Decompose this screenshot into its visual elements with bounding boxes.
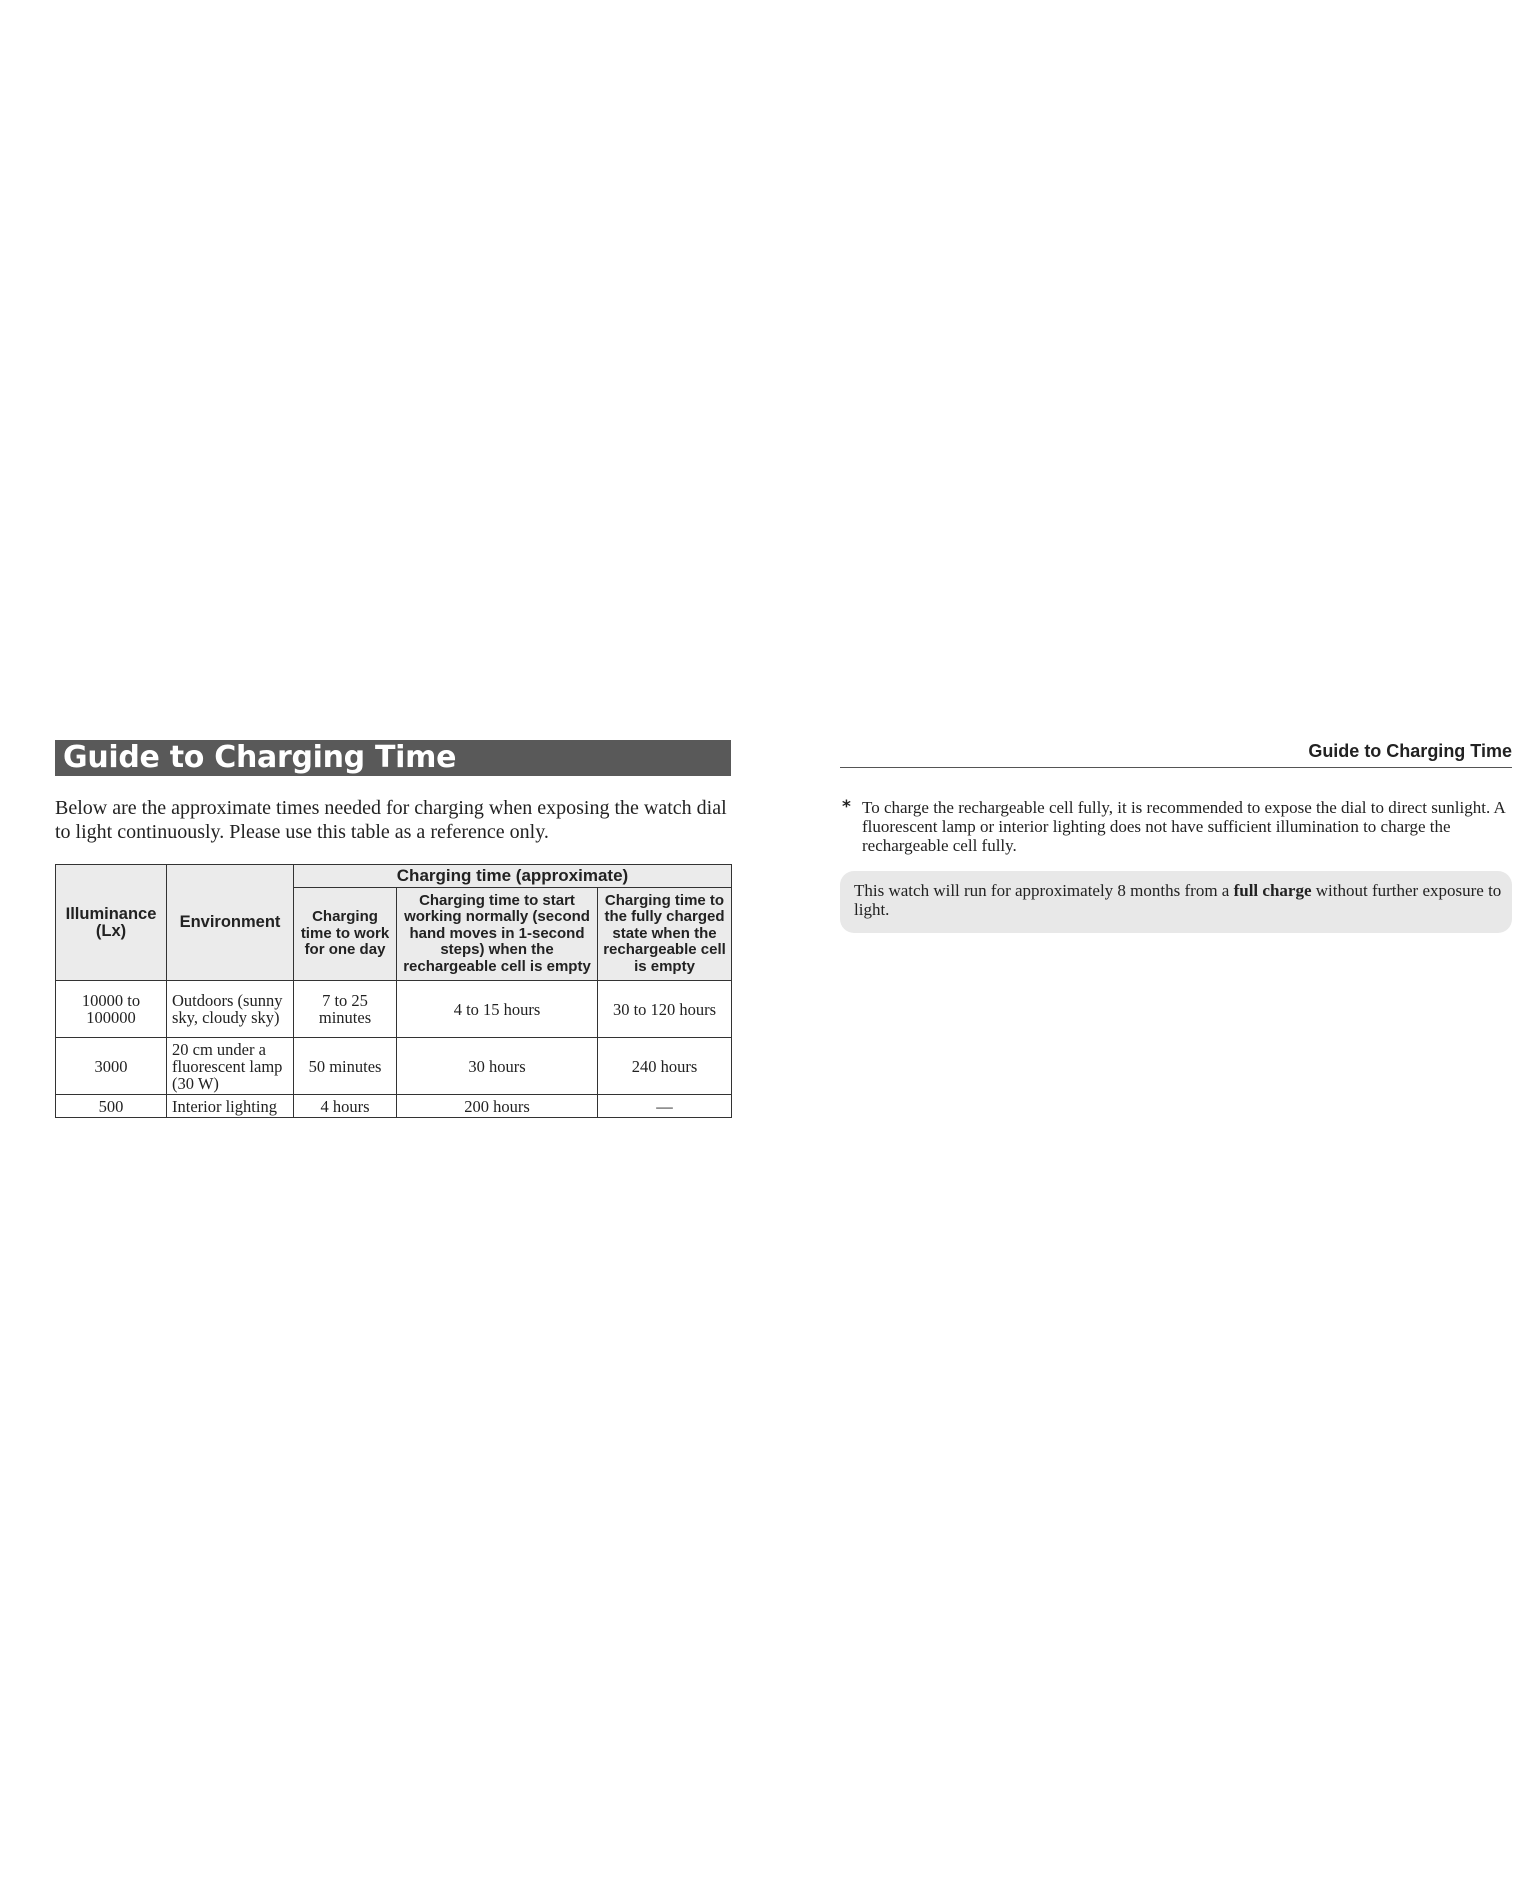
header-one-day: Charging time to work for one day [294, 888, 397, 981]
asterisk-icon: * [842, 797, 851, 817]
table-row [56, 981, 732, 1038]
cell-illuminance: 500 [56, 1095, 167, 1118]
running-header: Guide to Charging Time [840, 740, 1512, 768]
info-callout [840, 871, 1512, 933]
cell-environment: Interior lighting [167, 1095, 294, 1118]
header-environment: Environment [167, 865, 294, 981]
left-page [55, 740, 731, 1118]
header-start-working: Charging time to start working normally (second hand moves in 1-second steps) when the rechargeable cell is empty [397, 888, 598, 981]
table-row [56, 1095, 732, 1118]
intro-paragraph: Below are the approximate times needed for charging when exposing the watch dial to light continuously. Please use this table as a reference only. [55, 797, 727, 843]
cell-start-working: 4 to 15 hours [397, 981, 598, 1038]
header-charging-time-group: Charging time (approximate) [294, 865, 732, 888]
callout-text-after: without further exposure to light. [854, 881, 1502, 919]
callout-text-bold: full charge [1233, 881, 1312, 900]
header-full-charge: Charging time to the fully charged state when the rechargeable cell is empty [598, 888, 732, 981]
footnote [840, 798, 1512, 855]
charging-time-table [55, 864, 732, 1118]
cell-one-day: 50 minutes [294, 1038, 397, 1095]
cell-one-day: 7 to 25 minutes [294, 981, 397, 1038]
cell-start-working: 200 hours [397, 1095, 598, 1118]
footnote-text: To charge the rechargeable cell fully, it is recommended to expose the dial to direct sunlight. A fluorescent lamp or interior lighting does not have sufficient illumination to charge the rechargeable cell fully. [862, 798, 1505, 855]
cell-illuminance: 3000 [56, 1038, 167, 1095]
section-title: Guide to Charging Time [55, 740, 731, 776]
cell-environment: 20 cm under a fluorescent lamp (30 W) [167, 1038, 294, 1095]
table-row [56, 1038, 732, 1095]
cell-start-working: 30 hours [397, 1038, 598, 1095]
cell-full-charge: 30 to 120 hours [598, 981, 732, 1038]
callout-text-before: This watch will run for approximately 8 months from a [854, 881, 1234, 900]
cell-full-charge: 240 hours [598, 1038, 732, 1095]
cell-illuminance: 10000 to 100000 [56, 981, 167, 1038]
cell-one-day: 4 hours [294, 1095, 397, 1118]
right-page [840, 740, 1512, 933]
cell-environment: Outdoors (sunny sky, cloudy sky) [167, 981, 294, 1038]
header-illuminance: Illuminance (Lx) [56, 865, 167, 981]
cell-full-charge: — [598, 1095, 732, 1118]
